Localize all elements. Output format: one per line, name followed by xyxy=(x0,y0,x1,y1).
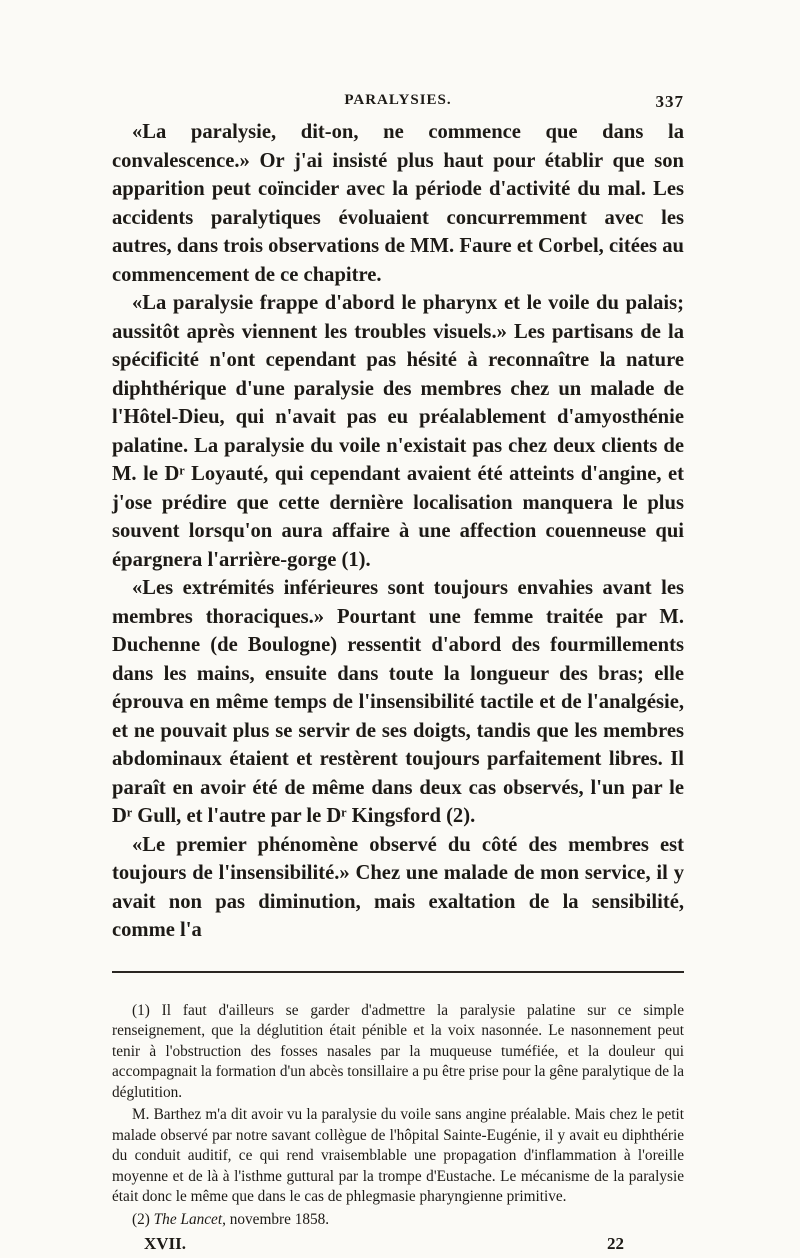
paragraph-1: «La paralysie, dit-on, ne commence que dans la convalescence.» Or j'ai insisté plus haut pour établir que son apparition peut coïncider avec la période d'activité du mal. Les accidents paralytiques évoluaient concurremment avec les autres, dans trois observations de MM. Faure et Corbel, citées au commencement de ce chapitre. xyxy=(112,121,684,286)
footnote-2-title: The Lancet xyxy=(153,1210,223,1228)
signature-line xyxy=(112,1234,684,1258)
page-number: 337 xyxy=(655,92,684,111)
sheet-mark: 22 xyxy=(607,1234,624,1253)
footnote-2-prefix: (2) xyxy=(132,1210,154,1228)
paragraph-3: «Les extrémités inférieures sont toujours envahies avant les membres thoraciques.» Pourtant une femme traitée par M. Duchenne (de Boulogne) ressentit d'abord des fourmillements dans les mains, ensuite dans toute la longueur des bras; elle éprouva en même temps de l'insensibilité tactile et de l'analgésie, et ne pouvait plus se servir de ses doigts, tandis que les membres abdominaux étaient et restèrent toujours parfaitement libres. Il paraît en avoir été de même dans deux cas observés, l'un par le Dʳ Gull, et l'autre par le Dʳ Kingsford (2). xyxy=(112,577,684,827)
running-title: PARALYSIES. xyxy=(344,92,452,108)
footnote-1-continued: M. Barthez m'a dit avoir vu la paralysie du voile sans angine préalable. Mais chez le petit malade observé par notre savant collègue de l'hôpital Sainte-Eugénie, il y avait eu diphthérie du conduit auditif, ce qui rend vraisemblable une propagation d'inflammation à l'oreille moyenne et de là à l'isthme guttural par la trompe d'Eustache. Le mécanisme de la paralysie était donc le même que dans le cas de phlegmasie pharyngienne primitive. xyxy=(112,1106,684,1205)
footnote-2 xyxy=(112,1210,684,1231)
footnote-1: (1) Il faut d'ailleurs se garder d'admettre la paralysie palatine sur ce simple renseignement, que la déglutition était pénible et la voix nasonnée. Le nasonnement peut tenir à l'obstruction des fosses nasales par la muqueuse tuméfiée, et la douleur qui accompagnait la formation d'un abcès tonsillaire a pu être prise pour la gêne paralytique de la déglutition. xyxy=(112,1001,684,1101)
body-text xyxy=(112,118,684,945)
paragraph-4: «Le premier phénomène observé du côté des membres est toujours de l'insensibilité.» Chez une malade de mon service, il y avait non pas diminution, mais exaltation de la sensibilité, comme l'a xyxy=(112,833,684,941)
footnote-rule xyxy=(112,971,684,973)
footnote-2-suffix: , novembre 1858. xyxy=(222,1210,330,1228)
page xyxy=(112,92,684,1258)
paragraph-2: «La paralysie frappe d'abord le pharynx et le voile du palais; aussitôt après viennent les troubles visuels.» Les partisans de la spécificité n'ont cependant pas hésité à reconnaître la nature diphthérique d'une paralysie des membres chez un malade de l'Hôtel-Dieu, qui n'avait pas eu préalablement d'amyosthénie palatine. La paralysie du voile n'existait pas chez deux clients de M. le Dʳ Loyauté, qui cependant avaient été atteints d'angine, et j'ose prédire que cette dernière localisation manquera le plus souvent lorsqu'on aura affaire à une affection couenneuse qui épargnera l'arrière-gorge (1). xyxy=(112,292,684,571)
footnotes xyxy=(112,1001,684,1231)
running-head xyxy=(112,92,684,116)
volume-mark: XVII. xyxy=(144,1234,187,1253)
